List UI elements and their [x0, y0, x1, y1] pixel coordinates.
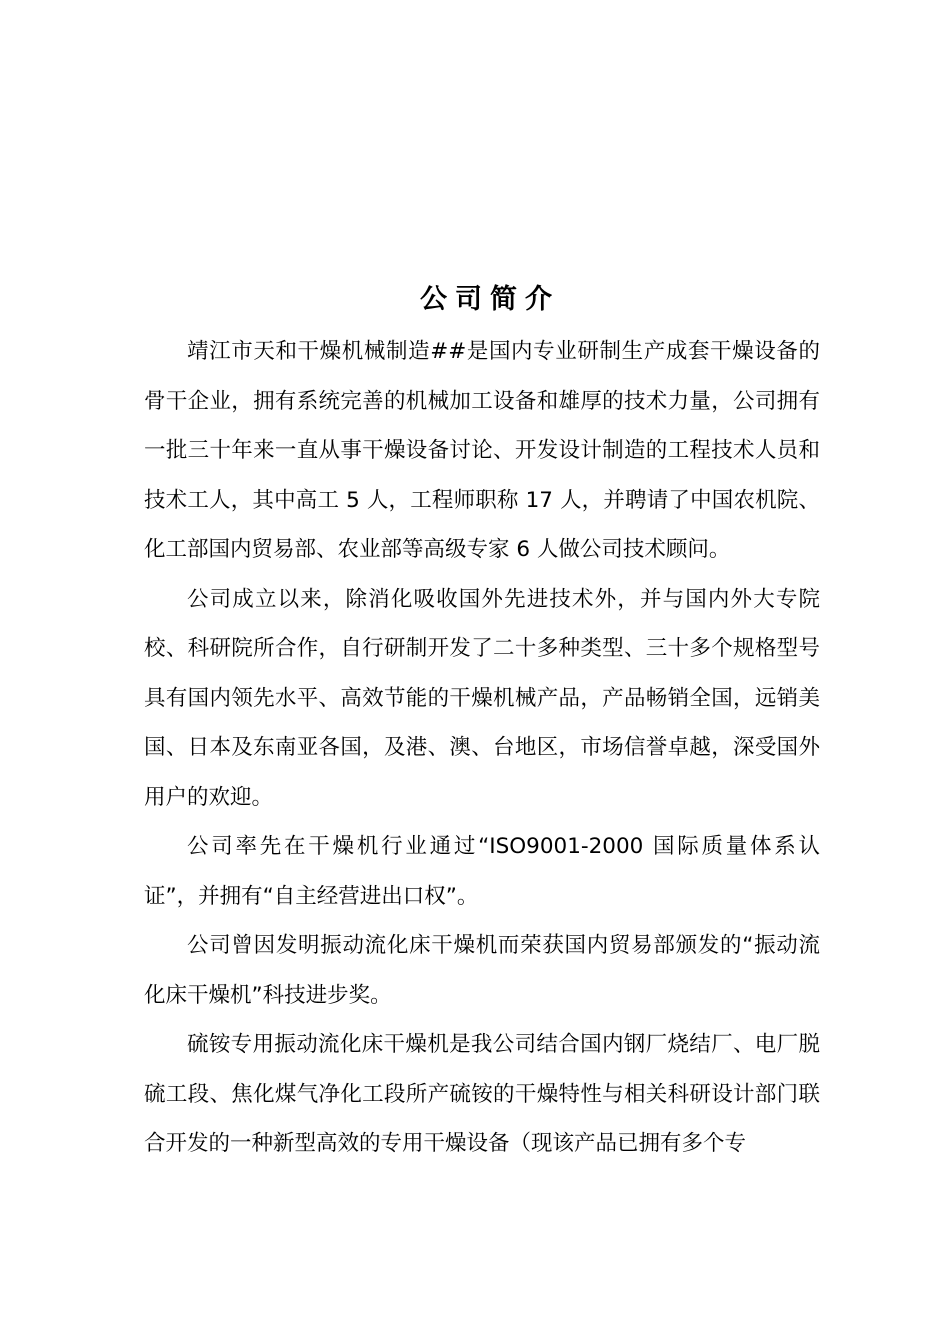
- paragraph-award: 公司曾因发明振动流化床干燥机而荣获国内贸易部颁发的“振动流化床干燥机”科技进步奖。: [144, 933, 820, 1008]
- paragraph-product-intro: 硫铵专用振动流化床干燥机是我公司结合国内钢厂烧结厂、电厂脱硫工段、焦化煤气净化工段所产硫铵的干燥特性与相关科研设计部门联合开发的一种新型高效的专用干燥设备（现该产品已拥有多个专: [144, 1032, 820, 1156]
- page-title: 公司简介: [420, 284, 560, 315]
- paragraph-company-overview: 靖江市天和干燥机械制造##是国内专业研制生产成套干燥设备的骨干企业，拥有系统完善的机械加工设备和雄厚的技术力量，公司拥有一批三十年来一直从事干燥设备讨论、开发设计制造的工程技术人员和技术工人，其中高工 5 人，工程师职称 17 人，并聘请了中国农机院、化工部国内贸易部、农业部等高级专家 6 人做公司技术顾问。: [144, 339, 820, 562]
- paragraph-iso-certification: 公司率先在干燥机行业通过“ISO9001-2000 国际质量体系认证”，并拥有“自主经营进出口权”。: [144, 834, 820, 909]
- paragraph-development-history: 公司成立以来，除消化吸收国外先进技术外，并与国内外大专院校、科研院所合作，自行研制开发了二十多种类型、三十多个规格型号具有国内领先水平、高效节能的干燥机械产品，产品畅销全国，远销美国、日本及东南亚各国，及港、澳、台地区，市场信誉卓越，深受国外用户的欢迎。: [144, 586, 820, 810]
- document-body: [144, 327, 820, 1169]
